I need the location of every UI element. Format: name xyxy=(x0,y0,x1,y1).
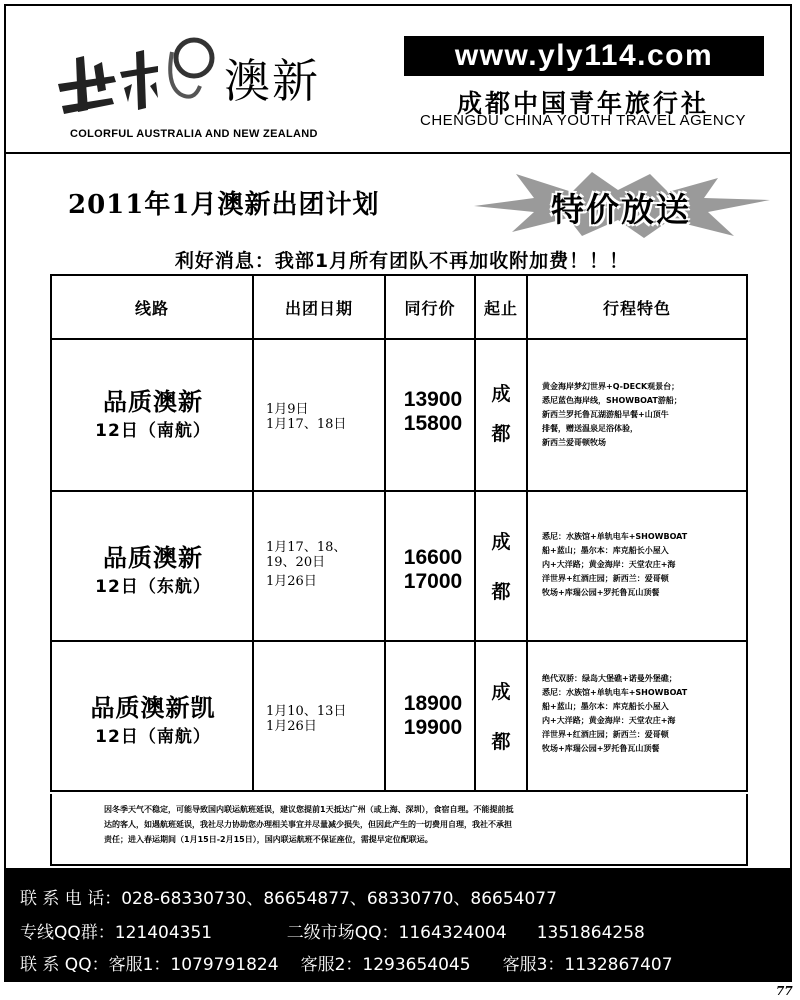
header-departure-date: 出团日期 xyxy=(284,298,353,318)
service-qq-2[interactable]: 1293654045 xyxy=(362,955,471,975)
departure-dates: 1月9日 1月17、18日 xyxy=(266,402,347,432)
header-start-end: 起止 xyxy=(483,298,518,318)
header-trade-price: 同行价 xyxy=(404,298,456,318)
secondary-qq-1[interactable]: 1164324004 xyxy=(398,923,507,943)
itinerary-features: 绝代双骄：绿岛大堡礁+诺曼外堡礁； 悉尼：水族馆+单轨电车+SHOWBOAT 船+蓝山；墨尔本：库克船长小屋入 内+大洋路；黄金海岸：天堂农庄+海 洋世界+红酒庄园；新西兰：爱哥顿 牧场+库瑞公园+罗托鲁瓦山顶餐 xyxy=(542,674,688,753)
departure-dates: 1月17、18、 19、20日 1月26日 xyxy=(266,540,347,589)
qq-group-number[interactable]: 121404351 xyxy=(114,923,213,943)
phone-line: 联 系 电 话：028-68330730、86654877、68330770、86654077 xyxy=(20,884,557,909)
good-news-subtitle: 利好消息：我部1月所有团队不再加收附加费！！！ xyxy=(174,250,630,272)
secondary-qq-2[interactable]: 1351864258 xyxy=(536,923,645,943)
header-route: 线路 xyxy=(134,298,169,318)
start-city: 成 都 xyxy=(491,531,511,603)
agency-name-english: CHENGDU CHINA YOUTH TRAVEL AGENCY xyxy=(419,112,746,129)
service-qq-3[interactable]: 1132867407 xyxy=(564,955,673,975)
trade-prices: 18900 19900 xyxy=(403,692,463,739)
route-days: 12日（东航） xyxy=(95,577,211,597)
header-itinerary-features: 行程特色 xyxy=(602,298,671,318)
tour-table xyxy=(50,274,748,792)
row-divider xyxy=(52,338,746,340)
route-days: 12日（南航） xyxy=(95,727,211,747)
calligraphy-logo-icon xyxy=(54,32,219,122)
page-title: 2011年1月澳新出团计划 xyxy=(68,190,380,220)
route-days: 12日（南航） xyxy=(95,421,211,441)
itinerary-features: 悉尼：水族馆+单轨电车+SHOWBOAT 船+蓝山；墨尔本：库克船长小屋入 内+大洋路；黄金海岸：天堂农庄+海 洋世界+红酒庄园；新西兰：爱哥顿 牧场+库瑞公园+罗托鲁瓦山顶餐 xyxy=(542,532,688,597)
route-name: 品质澳新 xyxy=(103,388,203,416)
qq-group-line: 专线QQ群：121404351 二级市场QQ：1164324004 1351864258 xyxy=(20,923,645,943)
row-divider xyxy=(52,490,746,492)
agency-name-chinese: 成都中国青年旅行社 xyxy=(456,89,709,118)
website-url[interactable]: www.yly114.com xyxy=(404,36,764,76)
row-divider xyxy=(52,640,746,642)
special-offer-badge: 特价放送 xyxy=(551,190,691,229)
contact-footer xyxy=(6,868,790,980)
route-name: 品质澳新 xyxy=(103,544,203,572)
logo-chinese-text: 澳新 xyxy=(224,54,320,108)
phone-numbers[interactable]: 028-68330730、86654877、68330770、86654077 xyxy=(121,889,557,909)
service-qq-1[interactable]: 1079791824 xyxy=(170,955,279,975)
route-name: 品质澳新凯 xyxy=(90,694,216,722)
trade-prices: 13900 15800 xyxy=(403,388,463,435)
start-city: 成 都 xyxy=(491,681,511,753)
travel-notes: 因冬季天气不稳定，可能导致国内联运航班延误，建议您提前1天抵达广州（或上海、深圳），食宿自理。不能提前抵 达的客人，如遇航班延误，我社尽力协助您办理相关事宜并尽量减少损失，但因此产生的一切费用自理，我社不承担 责任；进入春运期间（1月15日-2月15日），国内联运航班不保证座位，需提早定位配联运。 xyxy=(50,794,748,866)
column-divider xyxy=(252,276,254,790)
service-qq-line: 联 系 QQ：客服1：1079791824 客服2：1293654045 客服3：1132867407 xyxy=(20,955,673,975)
departure-dates: 1月10、13日 1月26日 xyxy=(266,704,347,734)
page-number: 77 xyxy=(776,984,793,998)
header xyxy=(6,6,790,154)
itinerary-features: 黄金海岸梦幻世界+Q-DECK观景台； 悉尼蓝色海岸线，SHOWBOAT游船； 新西兰罗托鲁瓦湖游船早餐+山顶牛 排餐，赠送温泉足浴体验， 新西兰爱哥顿牧场 xyxy=(542,382,682,447)
column-divider xyxy=(526,276,528,790)
flyer-page xyxy=(4,4,792,982)
start-city: 成 都 xyxy=(491,383,511,445)
logo-english-tagline: COLORFUL AUSTRALIA AND NEW ZEALAND xyxy=(70,128,318,140)
trade-prices: 16600 17000 xyxy=(403,546,463,593)
